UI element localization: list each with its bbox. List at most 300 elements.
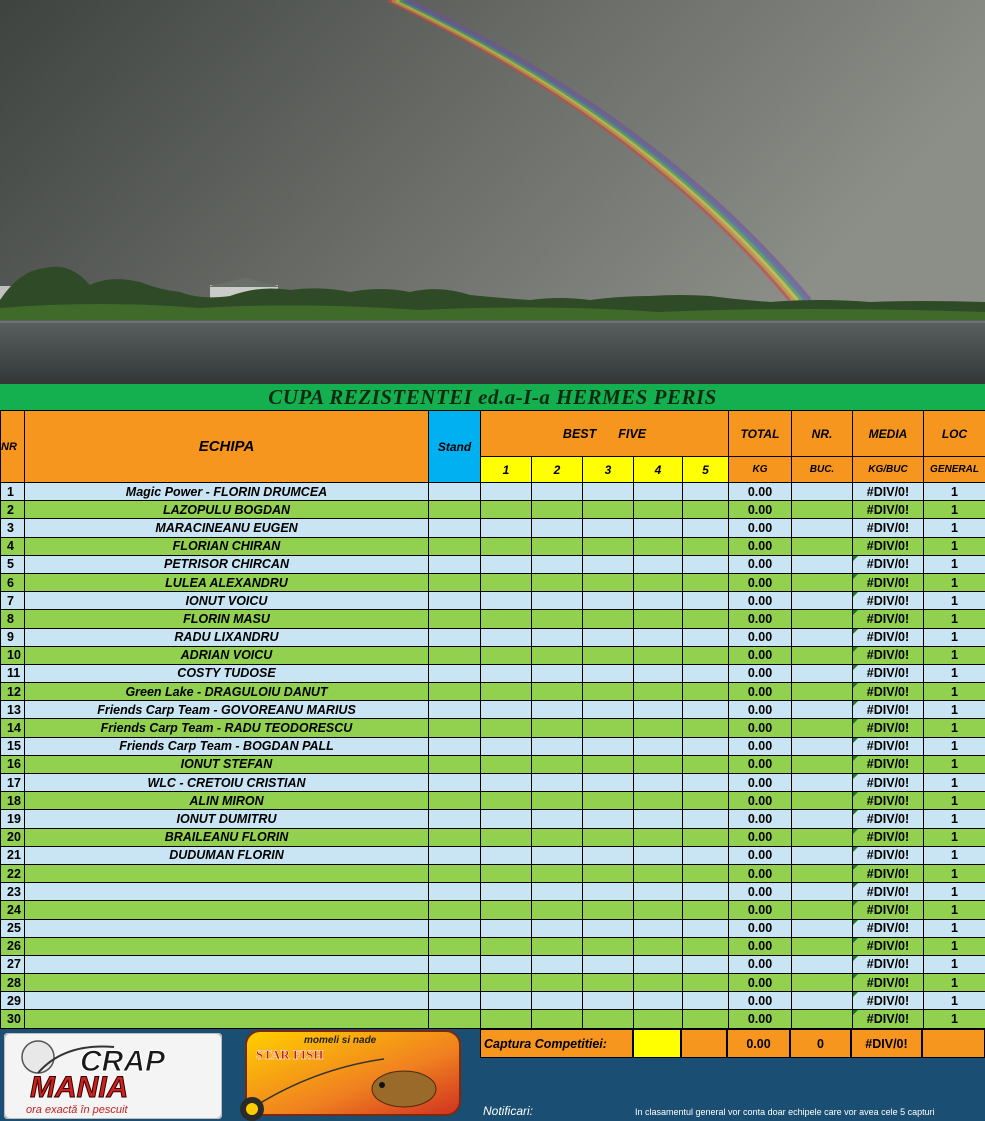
cell-stand[interactable]	[429, 664, 481, 682]
cell-best-2[interactable]	[532, 555, 583, 573]
cell-nr-buc[interactable]	[792, 555, 853, 573]
cell-nr[interactable]	[1, 573, 25, 591]
cell-best-5[interactable]	[683, 774, 729, 792]
cell-best-4[interactable]	[634, 719, 683, 737]
cell-total[interactable]	[729, 683, 792, 701]
cell-loc[interactable]	[924, 828, 985, 846]
cell-total[interactable]	[729, 537, 792, 555]
cell-nr[interactable]	[1, 974, 25, 992]
cell-media[interactable]	[853, 883, 924, 901]
cell-best-3[interactable]	[583, 555, 634, 573]
cell-best-4[interactable]	[634, 810, 683, 828]
cell-best-4[interactable]	[634, 828, 683, 846]
cell-team[interactable]	[25, 974, 429, 992]
cell-best-5[interactable]	[683, 501, 729, 519]
cell-nr[interactable]	[1, 537, 25, 555]
cell-best-1[interactable]	[481, 901, 532, 919]
cell-best-1[interactable]	[481, 646, 532, 664]
cell-loc[interactable]	[924, 792, 985, 810]
cell-team[interactable]	[25, 955, 429, 973]
cell-nr[interactable]	[1, 737, 25, 755]
cell-nr-buc[interactable]	[792, 683, 853, 701]
cell-best-4[interactable]	[634, 901, 683, 919]
cell-best-2[interactable]	[532, 919, 583, 937]
cell-loc[interactable]	[924, 573, 985, 591]
cell-loc[interactable]	[924, 864, 985, 882]
cell-best-3[interactable]	[583, 937, 634, 955]
cell-loc[interactable]	[924, 683, 985, 701]
cell-best-1[interactable]	[481, 683, 532, 701]
cell-best-2[interactable]	[532, 719, 583, 737]
cell-media[interactable]	[853, 719, 924, 737]
cell-loc[interactable]	[924, 719, 985, 737]
cell-loc[interactable]	[924, 519, 985, 537]
cell-best-2[interactable]	[532, 883, 583, 901]
cell-nr[interactable]	[1, 937, 25, 955]
cell-best-2[interactable]	[532, 610, 583, 628]
cell-stand[interactable]	[429, 937, 481, 955]
cell-total[interactable]	[729, 864, 792, 882]
cell-best-1[interactable]	[481, 664, 532, 682]
cell-best-4[interactable]	[634, 883, 683, 901]
cell-team[interactable]	[25, 1010, 429, 1028]
cell-best-4[interactable]	[634, 846, 683, 864]
cell-best-2[interactable]	[532, 992, 583, 1010]
cell-best-1[interactable]	[481, 828, 532, 846]
cell-best-3[interactable]	[583, 592, 634, 610]
cell-loc[interactable]	[924, 610, 985, 628]
cell-team[interactable]	[25, 537, 429, 555]
cell-nr[interactable]	[1, 683, 25, 701]
cell-best-1[interactable]	[481, 774, 532, 792]
cell-nr[interactable]	[1, 719, 25, 737]
cell-loc[interactable]	[924, 883, 985, 901]
cell-best-3[interactable]	[583, 573, 634, 591]
cell-total[interactable]	[729, 937, 792, 955]
cell-total[interactable]	[729, 901, 792, 919]
cell-best-5[interactable]	[683, 646, 729, 664]
cell-nr-buc[interactable]	[792, 828, 853, 846]
cell-stand[interactable]	[429, 610, 481, 628]
cell-stand[interactable]	[429, 974, 481, 992]
cell-team[interactable]	[25, 828, 429, 846]
cell-total[interactable]	[729, 755, 792, 773]
cell-best-5[interactable]	[683, 901, 729, 919]
cell-best-2[interactable]	[532, 755, 583, 773]
cell-best-3[interactable]	[583, 810, 634, 828]
cell-media[interactable]	[853, 955, 924, 973]
cell-best-3[interactable]	[583, 846, 634, 864]
cell-best-4[interactable]	[634, 573, 683, 591]
cell-best-5[interactable]	[683, 974, 729, 992]
cell-best-4[interactable]	[634, 937, 683, 955]
cell-total[interactable]	[729, 992, 792, 1010]
cell-best-3[interactable]	[583, 828, 634, 846]
cell-best-5[interactable]	[683, 664, 729, 682]
cell-nr-buc[interactable]	[792, 483, 853, 501]
cell-best-2[interactable]	[532, 846, 583, 864]
cell-team[interactable]	[25, 992, 429, 1010]
cell-loc[interactable]	[924, 919, 985, 937]
cell-media[interactable]	[853, 846, 924, 864]
cell-nr[interactable]	[1, 646, 25, 664]
cell-total[interactable]	[729, 628, 792, 646]
cell-best-4[interactable]	[634, 592, 683, 610]
cell-stand[interactable]	[429, 755, 481, 773]
cell-nr-buc[interactable]	[792, 1010, 853, 1028]
cell-team[interactable]	[25, 519, 429, 537]
cell-media[interactable]	[853, 537, 924, 555]
cell-best-4[interactable]	[634, 683, 683, 701]
cell-media[interactable]	[853, 901, 924, 919]
cell-best-5[interactable]	[683, 683, 729, 701]
cell-nr[interactable]	[1, 519, 25, 537]
cell-nr-buc[interactable]	[792, 810, 853, 828]
cell-best-1[interactable]	[481, 483, 532, 501]
cell-best-5[interactable]	[683, 846, 729, 864]
cell-media[interactable]	[853, 774, 924, 792]
cell-team[interactable]	[25, 901, 429, 919]
cell-stand[interactable]	[429, 537, 481, 555]
cell-nr[interactable]	[1, 828, 25, 846]
cell-loc[interactable]	[924, 992, 985, 1010]
cell-media[interactable]	[853, 792, 924, 810]
cell-loc[interactable]	[924, 937, 985, 955]
cell-best-1[interactable]	[481, 792, 532, 810]
cell-best-3[interactable]	[583, 883, 634, 901]
cell-total[interactable]	[729, 646, 792, 664]
cell-best-4[interactable]	[634, 628, 683, 646]
cell-best-4[interactable]	[634, 955, 683, 973]
cell-best-5[interactable]	[683, 1010, 729, 1028]
cell-team[interactable]	[25, 683, 429, 701]
cell-best-3[interactable]	[583, 537, 634, 555]
cell-total[interactable]	[729, 792, 792, 810]
cell-stand[interactable]	[429, 555, 481, 573]
cell-stand[interactable]	[429, 864, 481, 882]
cell-best-4[interactable]	[634, 610, 683, 628]
cell-best-2[interactable]	[532, 974, 583, 992]
cell-media[interactable]	[853, 810, 924, 828]
cell-total[interactable]	[729, 974, 792, 992]
cell-media[interactable]	[853, 501, 924, 519]
cell-nr-buc[interactable]	[792, 937, 853, 955]
cell-total[interactable]	[729, 828, 792, 846]
cell-nr[interactable]	[1, 483, 25, 501]
cell-loc[interactable]	[924, 646, 985, 664]
cell-best-3[interactable]	[583, 992, 634, 1010]
cell-nr-buc[interactable]	[792, 974, 853, 992]
cell-media[interactable]	[853, 1010, 924, 1028]
cell-best-1[interactable]	[481, 555, 532, 573]
cell-best-1[interactable]	[481, 955, 532, 973]
cell-best-2[interactable]	[532, 628, 583, 646]
cell-media[interactable]	[853, 646, 924, 664]
cell-best-4[interactable]	[634, 519, 683, 537]
cell-best-5[interactable]	[683, 628, 729, 646]
cell-nr[interactable]	[1, 846, 25, 864]
cell-best-3[interactable]	[583, 919, 634, 937]
cell-media[interactable]	[853, 974, 924, 992]
cell-best-5[interactable]	[683, 755, 729, 773]
cell-best-1[interactable]	[481, 883, 532, 901]
cell-best-4[interactable]	[634, 537, 683, 555]
cell-loc[interactable]	[924, 774, 985, 792]
cell-total[interactable]	[729, 719, 792, 737]
cell-best-4[interactable]	[634, 919, 683, 937]
cell-best-5[interactable]	[683, 919, 729, 937]
cell-team[interactable]	[25, 883, 429, 901]
cell-best-2[interactable]	[532, 519, 583, 537]
cell-stand[interactable]	[429, 592, 481, 610]
cell-team[interactable]	[25, 646, 429, 664]
cell-best-3[interactable]	[583, 774, 634, 792]
cell-team[interactable]	[25, 483, 429, 501]
cell-nr[interactable]	[1, 555, 25, 573]
cell-stand[interactable]	[429, 828, 481, 846]
cell-nr-buc[interactable]	[792, 610, 853, 628]
cell-team[interactable]	[25, 664, 429, 682]
cell-best-3[interactable]	[583, 501, 634, 519]
cell-stand[interactable]	[429, 501, 481, 519]
cell-nr-buc[interactable]	[792, 864, 853, 882]
cell-nr[interactable]	[1, 628, 25, 646]
cell-team[interactable]	[25, 737, 429, 755]
cell-best-5[interactable]	[683, 810, 729, 828]
cell-nr[interactable]	[1, 610, 25, 628]
cell-best-4[interactable]	[634, 737, 683, 755]
cell-best-2[interactable]	[532, 901, 583, 919]
cell-media[interactable]	[853, 828, 924, 846]
cell-media[interactable]	[853, 864, 924, 882]
cell-best-1[interactable]	[481, 519, 532, 537]
cell-best-1[interactable]	[481, 501, 532, 519]
cell-best-1[interactable]	[481, 755, 532, 773]
cell-total[interactable]	[729, 555, 792, 573]
cell-best-1[interactable]	[481, 537, 532, 555]
cell-best-4[interactable]	[634, 792, 683, 810]
cell-nr-buc[interactable]	[792, 537, 853, 555]
cell-best-3[interactable]	[583, 719, 634, 737]
cell-best-4[interactable]	[634, 501, 683, 519]
cell-nr-buc[interactable]	[792, 719, 853, 737]
cell-media[interactable]	[853, 992, 924, 1010]
cell-loc[interactable]	[924, 1010, 985, 1028]
cell-stand[interactable]	[429, 573, 481, 591]
cell-nr[interactable]	[1, 774, 25, 792]
cell-best-3[interactable]	[583, 974, 634, 992]
cell-loc[interactable]	[924, 810, 985, 828]
cell-stand[interactable]	[429, 810, 481, 828]
cell-total[interactable]	[729, 501, 792, 519]
cell-stand[interactable]	[429, 628, 481, 646]
cell-nr[interactable]	[1, 901, 25, 919]
cell-total[interactable]	[729, 701, 792, 719]
cell-team[interactable]	[25, 919, 429, 937]
cell-best-1[interactable]	[481, 573, 532, 591]
cell-total[interactable]	[729, 573, 792, 591]
cell-media[interactable]	[853, 664, 924, 682]
cell-best-3[interactable]	[583, 792, 634, 810]
cell-team[interactable]	[25, 592, 429, 610]
cell-best-4[interactable]	[634, 664, 683, 682]
cell-best-5[interactable]	[683, 555, 729, 573]
cell-best-2[interactable]	[532, 701, 583, 719]
cell-total[interactable]	[729, 610, 792, 628]
cell-best-1[interactable]	[481, 628, 532, 646]
cell-best-5[interactable]	[683, 992, 729, 1010]
cell-best-4[interactable]	[634, 555, 683, 573]
cell-stand[interactable]	[429, 919, 481, 937]
cell-media[interactable]	[853, 937, 924, 955]
cell-best-5[interactable]	[683, 792, 729, 810]
cell-media[interactable]	[853, 701, 924, 719]
cell-media[interactable]	[853, 683, 924, 701]
cell-best-1[interactable]	[481, 737, 532, 755]
cell-loc[interactable]	[924, 628, 985, 646]
cell-stand[interactable]	[429, 992, 481, 1010]
cell-nr[interactable]	[1, 1010, 25, 1028]
cell-team[interactable]	[25, 810, 429, 828]
cell-best-3[interactable]	[583, 701, 634, 719]
cell-total[interactable]	[729, 810, 792, 828]
cell-best-5[interactable]	[683, 592, 729, 610]
cell-best-2[interactable]	[532, 664, 583, 682]
cell-best-2[interactable]	[532, 828, 583, 846]
cell-best-1[interactable]	[481, 610, 532, 628]
cell-stand[interactable]	[429, 519, 481, 537]
cell-total[interactable]	[729, 846, 792, 864]
cell-loc[interactable]	[924, 501, 985, 519]
cell-best-4[interactable]	[634, 864, 683, 882]
cell-best-5[interactable]	[683, 701, 729, 719]
cell-best-1[interactable]	[481, 919, 532, 937]
cell-media[interactable]	[853, 737, 924, 755]
cell-best-5[interactable]	[683, 864, 729, 882]
cell-nr-buc[interactable]	[792, 519, 853, 537]
cell-total[interactable]	[729, 883, 792, 901]
cell-best-5[interactable]	[683, 955, 729, 973]
cell-best-5[interactable]	[683, 719, 729, 737]
cell-total[interactable]	[729, 1010, 792, 1028]
cell-team[interactable]	[25, 792, 429, 810]
cell-nr-buc[interactable]	[792, 774, 853, 792]
cell-best-5[interactable]	[683, 737, 729, 755]
cell-best-2[interactable]	[532, 955, 583, 973]
cell-nr-buc[interactable]	[792, 883, 853, 901]
cell-best-5[interactable]	[683, 573, 729, 591]
cell-best-1[interactable]	[481, 974, 532, 992]
cell-best-5[interactable]	[683, 610, 729, 628]
cell-best-4[interactable]	[634, 774, 683, 792]
cell-best-2[interactable]	[532, 646, 583, 664]
cell-best-3[interactable]	[583, 664, 634, 682]
cell-stand[interactable]	[429, 846, 481, 864]
cell-best-2[interactable]	[532, 683, 583, 701]
cell-stand[interactable]	[429, 774, 481, 792]
cell-best-3[interactable]	[583, 1010, 634, 1028]
cell-best-2[interactable]	[532, 592, 583, 610]
cell-team[interactable]	[25, 610, 429, 628]
cell-total[interactable]	[729, 664, 792, 682]
cell-best-4[interactable]	[634, 974, 683, 992]
cell-best-5[interactable]	[683, 883, 729, 901]
cell-best-4[interactable]	[634, 483, 683, 501]
cell-best-2[interactable]	[532, 937, 583, 955]
cell-best-4[interactable]	[634, 1010, 683, 1028]
cell-loc[interactable]	[924, 701, 985, 719]
cell-nr-buc[interactable]	[792, 592, 853, 610]
cell-stand[interactable]	[429, 737, 481, 755]
cell-nr-buc[interactable]	[792, 901, 853, 919]
cell-best-2[interactable]	[532, 774, 583, 792]
cell-nr-buc[interactable]	[792, 755, 853, 773]
cell-nr-buc[interactable]	[792, 664, 853, 682]
cell-nr-buc[interactable]	[792, 628, 853, 646]
cell-stand[interactable]	[429, 683, 481, 701]
cell-stand[interactable]	[429, 901, 481, 919]
cell-best-5[interactable]	[683, 483, 729, 501]
cell-total[interactable]	[729, 519, 792, 537]
cell-best-3[interactable]	[583, 683, 634, 701]
cell-team[interactable]	[25, 501, 429, 519]
cell-loc[interactable]	[924, 592, 985, 610]
cell-best-2[interactable]	[532, 573, 583, 591]
cell-best-3[interactable]	[583, 755, 634, 773]
cell-loc[interactable]	[924, 483, 985, 501]
cell-best-3[interactable]	[583, 901, 634, 919]
cell-team[interactable]	[25, 555, 429, 573]
cell-media[interactable]	[853, 519, 924, 537]
cell-loc[interactable]	[924, 755, 985, 773]
cell-nr[interactable]	[1, 592, 25, 610]
cell-media[interactable]	[853, 919, 924, 937]
cell-nr[interactable]	[1, 792, 25, 810]
cell-nr[interactable]	[1, 664, 25, 682]
cell-best-2[interactable]	[532, 483, 583, 501]
cell-stand[interactable]	[429, 955, 481, 973]
cell-loc[interactable]	[924, 737, 985, 755]
cell-nr[interactable]	[1, 955, 25, 973]
cell-best-1[interactable]	[481, 1010, 532, 1028]
cell-media[interactable]	[853, 755, 924, 773]
cell-total[interactable]	[729, 919, 792, 937]
cell-nr-buc[interactable]	[792, 919, 853, 937]
cell-media[interactable]	[853, 555, 924, 573]
cell-team[interactable]	[25, 864, 429, 882]
cell-stand[interactable]	[429, 1010, 481, 1028]
cell-best-1[interactable]	[481, 937, 532, 955]
cell-best-3[interactable]	[583, 483, 634, 501]
cell-best-1[interactable]	[481, 810, 532, 828]
cell-total[interactable]	[729, 955, 792, 973]
cell-total[interactable]	[729, 737, 792, 755]
cell-stand[interactable]	[429, 792, 481, 810]
cell-stand[interactable]	[429, 701, 481, 719]
cell-nr-buc[interactable]	[792, 792, 853, 810]
cell-nr[interactable]	[1, 883, 25, 901]
cell-stand[interactable]	[429, 483, 481, 501]
cell-nr[interactable]	[1, 501, 25, 519]
cell-best-3[interactable]	[583, 610, 634, 628]
cell-media[interactable]	[853, 610, 924, 628]
cell-nr-buc[interactable]	[792, 846, 853, 864]
cell-best-3[interactable]	[583, 737, 634, 755]
cell-best-1[interactable]	[481, 992, 532, 1010]
cell-media[interactable]	[853, 483, 924, 501]
cell-best-5[interactable]	[683, 828, 729, 846]
cell-nr-buc[interactable]	[792, 737, 853, 755]
